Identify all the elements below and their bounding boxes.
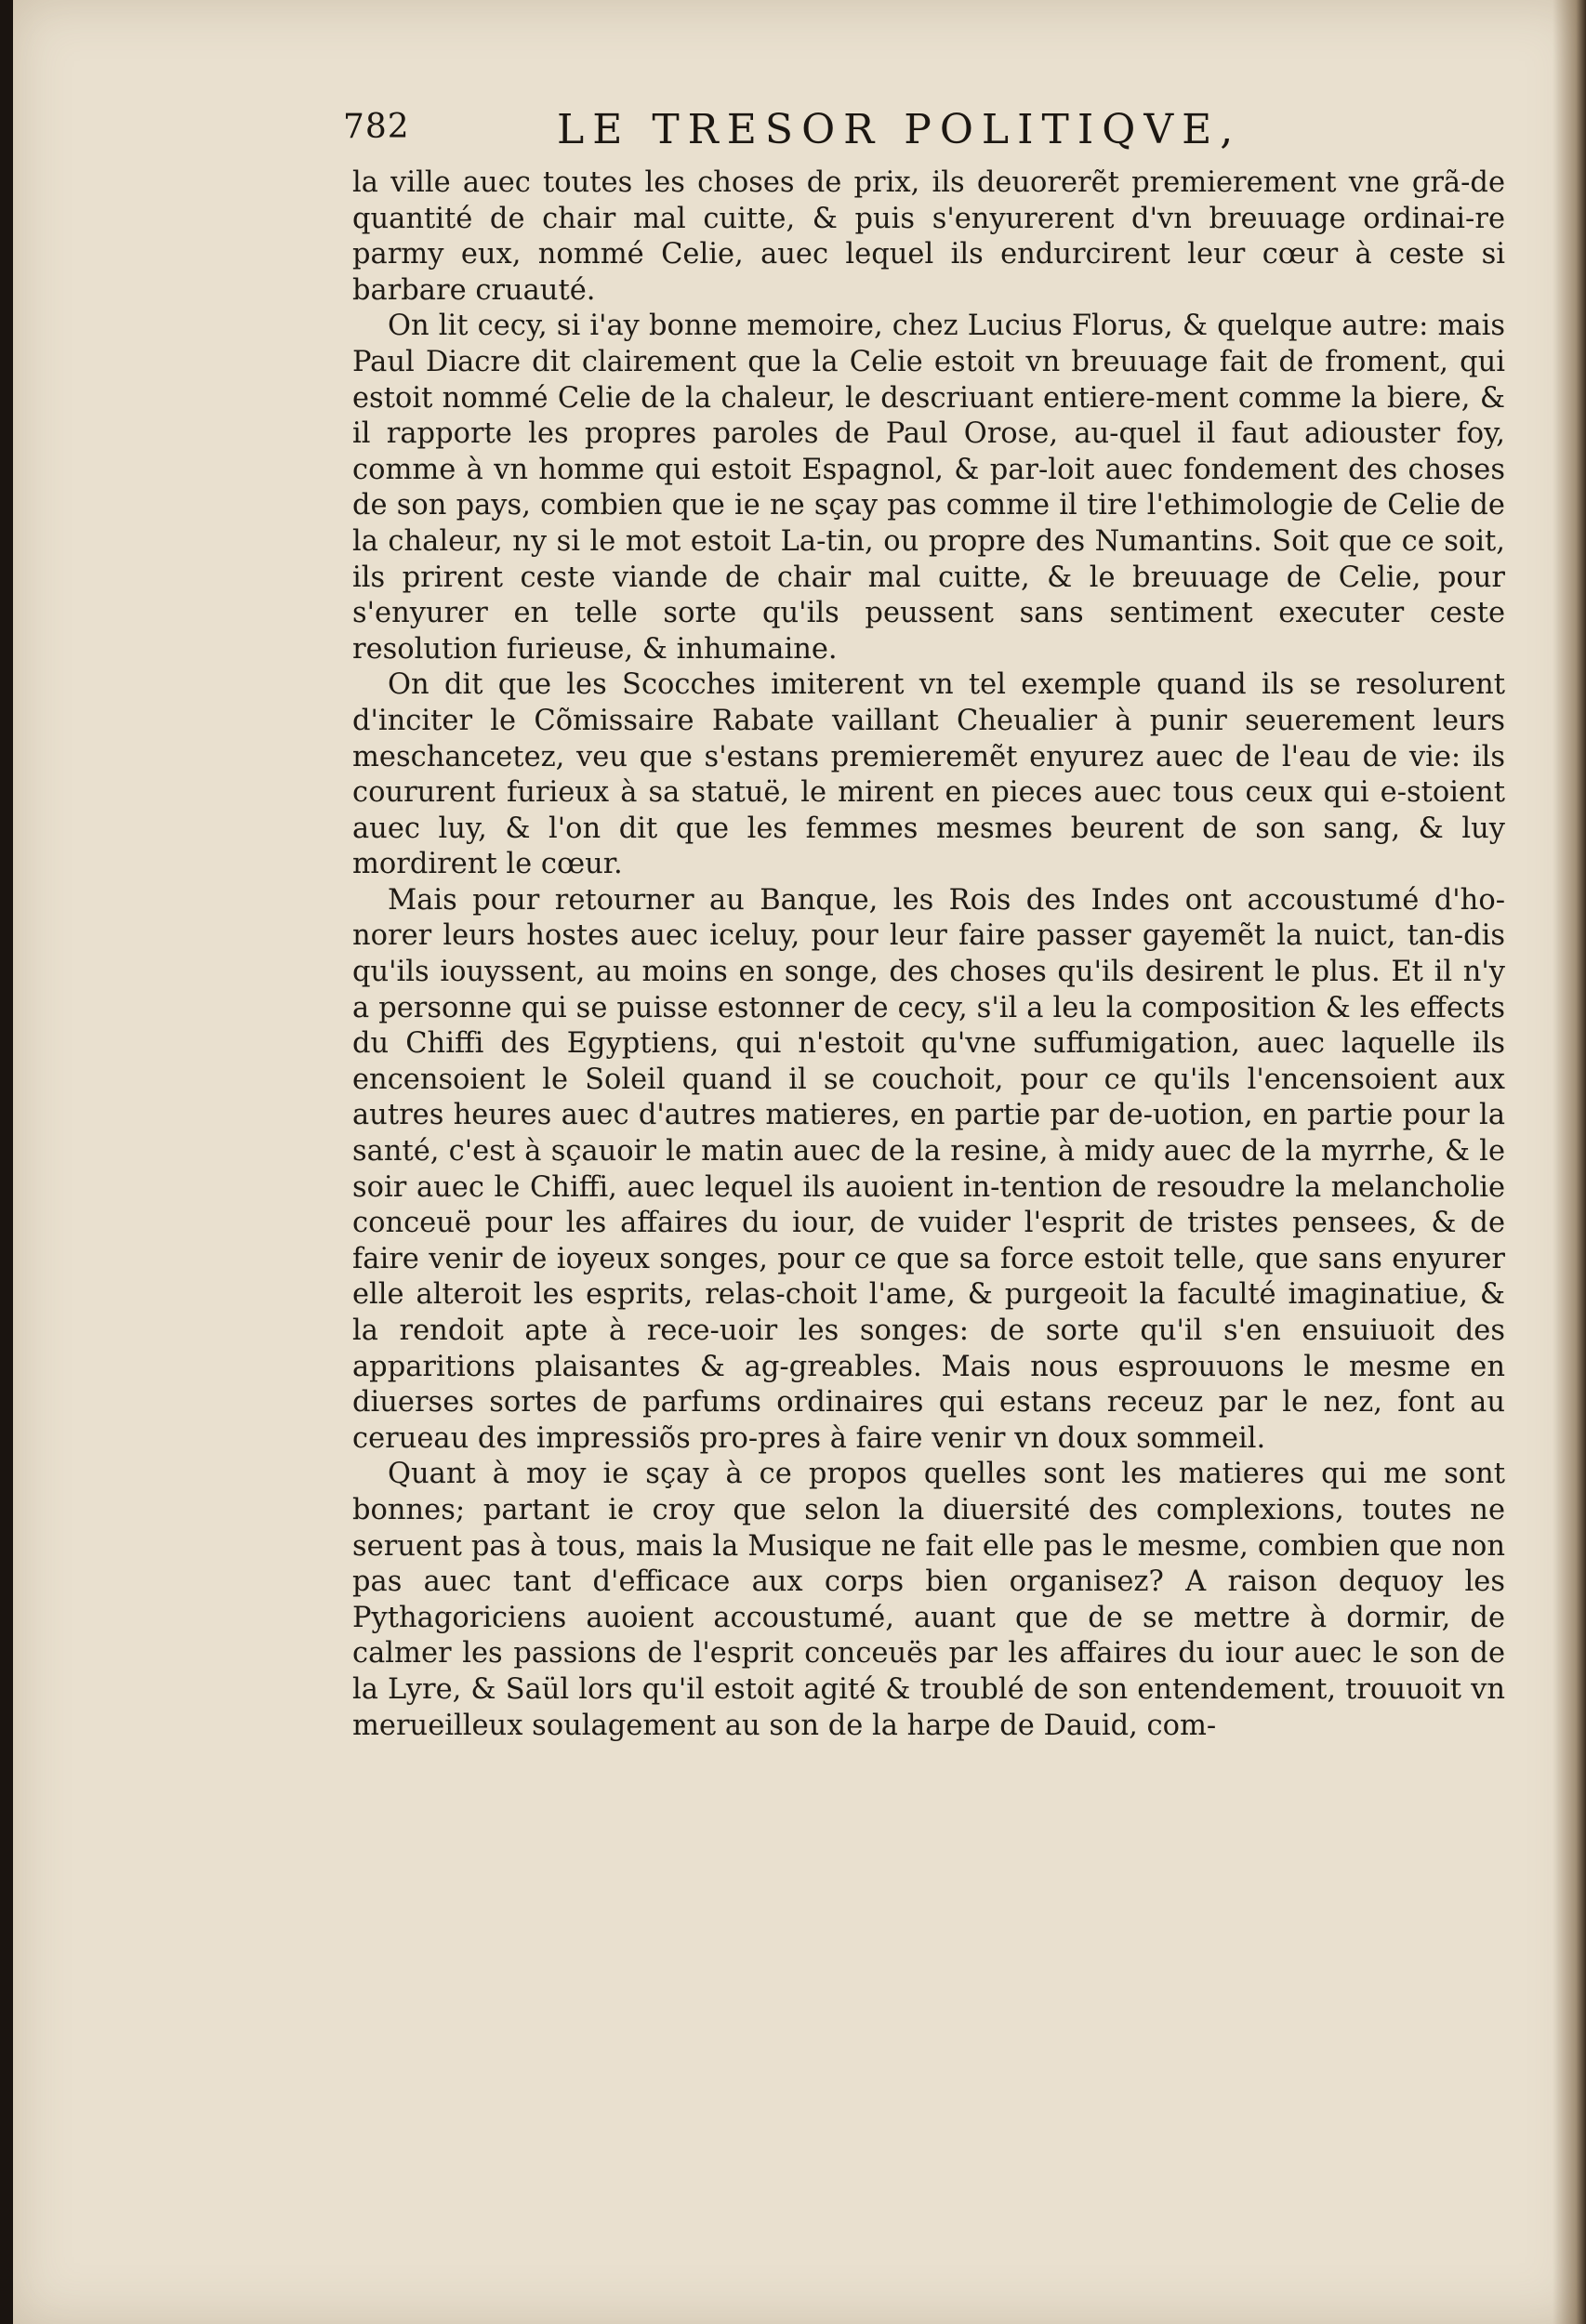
page-gutter-shadow — [1553, 0, 1586, 2324]
body-text — [352, 165, 1505, 1744]
paragraph: On lit cecy, si i'ay bonne memoire, chez Lucius Florus, & quelque autre: mais Paul Diacre dit clairement que la Celie estoit vn breuuage fait de froment, qui estoit nommé Celie de la chaleur, le descriuant entiere-ment comme la biere, & il rapporte les propres paroles de Paul Orose, au-quel il faut adiouster foy, comme à vn homme qui estoit Espagnol, & par-loit auec fondement des choses de son pays, combien que ie ne sçay pas comme il tire l'ethimologie de Celie de la chaleur, ny si le mot estoit La-tin, ou propre des Numantins. Soit que ce soit, ils prirent ceste viande de chair mal cuitte, & le breuuage de Celie, pour s'enyurer en telle sorte qu'ils peussent sans sentiment executer ceste resolution furieuse, & inhumaine. — [352, 310, 1505, 666]
running-title: LE TRESOR POLITIQVE, — [557, 106, 1242, 153]
paragraph: On dit que les Scocches imiterent vn tel exemple quand ils se resolurent d'inciter le Cõmissaire Rabate vaillant Cheualier à punir seuerement leurs meschancetez, veu que s'estans premieremẽt enyurez auec de l'eau de vie: ils coururent furieux à sa statuë, le mirent en pieces auec tous ceux qui e-stoient auec luy, & l'on dit que les femmes mesmes beurent de son sang, & luy mordirent le cœur. — [352, 668, 1505, 881]
running-head — [343, 102, 1273, 158]
book-page — [13, 0, 1586, 2324]
paragraph: la ville auec toutes les choses de prix, ils deuorerẽt premierement vne grã-de quantité de chair mal cuitte, & puis s'enyurerent d'vn breuuage ordinai-re parmy eux, nommé Celie, auec lequel ils endurcirent leur cœur à ceste si barbare cruauté. — [352, 166, 1505, 307]
page-number: 782 — [343, 108, 410, 146]
paragraph: Mais pour retourner au Banque, les Rois des Indes ont accoustumé d'ho-norer leurs hostes auec iceluy, pour leur faire passer gayemẽt la nuict, tan-dis qu'ils iouyssent, au moins en songe, des choses qu'ils desirent le plus. Et il n'y a personne qui se puisse estonner de cecy, s'il a leu la composition & les effects du Chiffi des Egyptiens, qui n'estoit qu'vne suffumigation, auec laquelle ils encensoient le Soleil quand il se couchoit, pour ce qu'ils l'encensoient aux autres heures auec d'autres matieres, en partie par de-uotion, en partie pour la santé, c'est à sçauoir le matin auec de la resine, à midy auec de la myrrhe, & le soir auec le Chiffi, auec lequel ils auoient in-tention de resoudre la melancholie conceuë pour les affaires du iour, de vuider l'esprit de tristes pensees, & de faire venir de ioyeux songes, pour ce que sa force estoit telle, que sans enyurer elle alteroit les esprits, relas-choit l'ame, & purgeoit la faculté imaginatiue, & la rendoit apte à rece-uoir les songes: de sorte qu'il s'en ensuiuoit des apparitions plaisantes & ag-greables. Mais nous esprouuons le mesme en diuerses sortes de parfums ordinaires qui estans receuz par le nez, font au cerueau des impressiõs pro-pres à faire venir vn doux sommeil. — [352, 883, 1505, 1455]
paragraph: Quant à moy ie sçay à ce propos quelles sont les matieres qui me sont bonnes; partant ie croy que selon la diuersité des complexions, toutes ne seruent pas à tous, mais la Musique ne fait elle pas le mesme, combien que non pas auec tant d'efficace aux corps bien organisez? A raison dequoy les Pythagoriciens auoient accoustumé, auant que de se mettre à dormir, de calmer les passions de l'esprit conceuës par les affaires du iour auec le son de la Lyre, & Saül lors qu'il estoit agité & troublé de son entendement, trouuoit vn merueilleux soulagement au son de la harpe de Dauid, com- — [352, 1458, 1505, 1742]
